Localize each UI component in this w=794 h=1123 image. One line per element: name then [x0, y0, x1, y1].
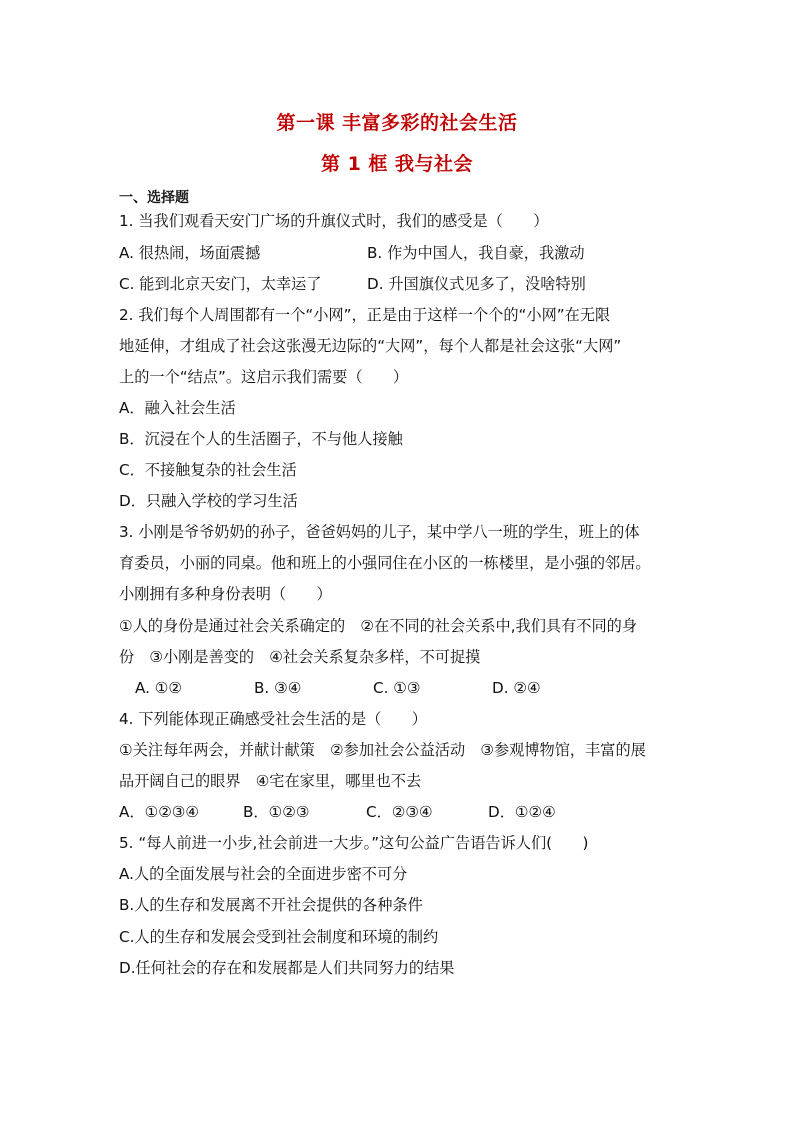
question-1-option-b: B. 作为中国人，我自豪，我激动 — [367, 244, 585, 262]
question-1-option-a: A. 很热闹，场面震撼 — [119, 244, 261, 262]
question-2-option-d: D．只融入学校的学习生活 — [119, 492, 298, 510]
question-4-option-c: C．②③④ — [366, 803, 433, 821]
lesson-title: 第一课 丰富多彩的社会生活 — [276, 112, 518, 134]
question-3-option-b: B. ③④ — [254, 679, 302, 697]
question-5-option-b: B.人的生存和发展离不开社会提供的各种条件 — [119, 896, 423, 914]
question-1-option-c: C. 能到北京天安门，太幸运了 — [119, 275, 322, 293]
question-2-stem-line-2: 地延伸，才组成了社会这张漫无边际的“大网”，每个人都是社会这张“大网” — [119, 337, 622, 355]
question-4-stem-line-2: ①关注每年两会，并献计献策 ②参加社会公益活动 ③参观博物馆，丰富的展 — [119, 741, 646, 759]
section-title: 第 1 框 我与社会 — [320, 153, 474, 175]
question-3-stem-line-3: 小刚拥有多种身份表明（ ） — [119, 585, 332, 603]
question-2-option-b: B．沉浸在个人的生活圈子，不与他人接触 — [119, 430, 403, 448]
question-5-stem: 5. “每人前进一小步,社会前进一大步。”这句公益广告语告诉人们( ) — [119, 834, 589, 852]
question-2-stem-line-1: 2. 我们每个人周围都有一个“小网”，正是由于这样一个个的“小网”在无限 — [119, 306, 611, 324]
question-4-option-d: D．①②④ — [488, 803, 556, 821]
section-heading: 一、选择题 — [119, 190, 189, 206]
question-2-option-c: C．不接触复杂的社会生活 — [119, 461, 297, 479]
question-4-option-a: A．①②③④ — [119, 803, 200, 821]
question-4-option-b: B．①②③ — [243, 803, 310, 821]
question-1-stem: 1. 当我们观看天安门广场的升旗仪式时，我们的感受是（ ） — [119, 212, 549, 230]
question-3-option-d: D. ②④ — [492, 679, 541, 697]
question-5-option-c: C.人的生存和发展会受到社会制度和环境的制约 — [119, 928, 439, 946]
question-4-stem-line-3: 品开阔自己的眼界 ④宅在家里，哪里也不去 — [119, 772, 422, 790]
question-4-stem-line-1: 4. 下列能体现正确感受社会生活的是（ ） — [119, 710, 427, 728]
question-1-option-d: D. 升国旗仪式见多了，没啥特别 — [367, 275, 586, 293]
question-3-stem-line-2: 育委员，小丽的同桌。他和班上的小强同住在小区的一栋楼里，是小强的邻居。 — [119, 554, 651, 572]
question-5-option-a: A.人的全面发展与社会的全面进步密不可分 — [119, 865, 408, 883]
question-2-option-a: A．融入社会生活 — [119, 399, 236, 417]
question-3-option-a: A. ①② — [135, 679, 183, 697]
question-3-option-c: C. ①③ — [373, 679, 421, 697]
question-5-option-d: D.任何社会的存在和发展都是人们共同努力的结果 — [119, 959, 455, 977]
question-3-stem-line-1: 3. 小刚是爷爷奶奶的孙子，爸爸妈妈的儿子，某中学八一班的学生，班上的体 — [119, 523, 640, 541]
question-3-stem-line-4: ①人的身份是通过社会关系确定的 ②在不同的社会关系中,我们具有不同的身 — [119, 617, 638, 635]
question-2-stem-line-3: 上的一个“结点”。这启示我们需要（ ） — [119, 368, 409, 386]
question-3-stem-line-5: 份 ③小刚是善变的 ④社会关系复杂多样，不可捉摸 — [119, 648, 481, 666]
